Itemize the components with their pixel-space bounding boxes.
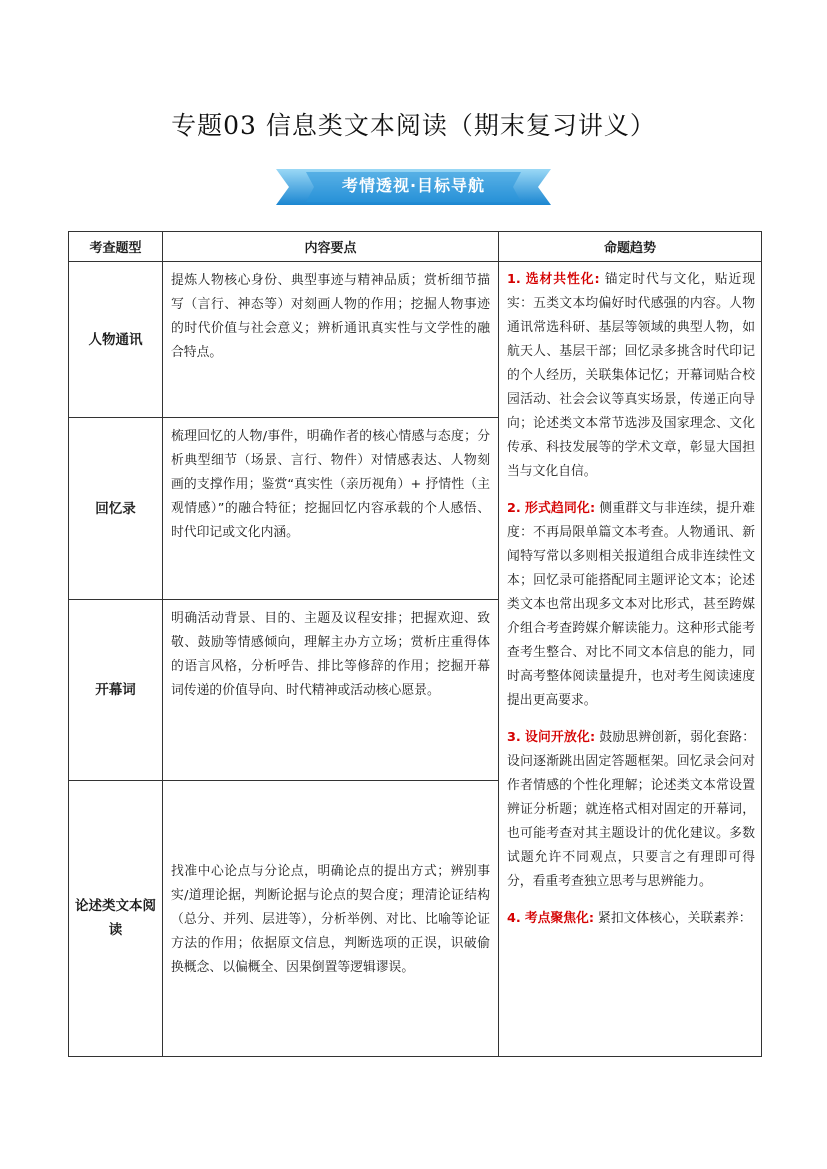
trend-cell: [499, 262, 762, 1057]
trend-keyword: 形式趋同化:: [525, 501, 596, 516]
trend-keyword: 考点聚焦化:: [524, 911, 594, 926]
row-content: 提炼人物核心身份、典型事迹与精神品质；赏析细节描写（言行、神态等）对刻画人物的作用；挖掘人物事迹的时代价值与社会意义；辨析通讯真实性与文学性的融合特点。: [163, 262, 499, 418]
trend-text: 紧扣文体核心，关联素养：: [598, 911, 752, 926]
trend-keyword: 设问开放化:: [525, 730, 596, 745]
header-type: 考查题型: [69, 232, 163, 262]
trend-text: 侧重群文与非连续，提升难度：不再局限单篇文本考查。人物通讯、新闻特写常以多则相关报道组合成非连续性文本；回忆录可能搭配同主题评论文本；论述类文本也常出现多文本对比形式，甚至跨媒介组合考查跨媒介解读能力。这种形式能考查考生整合、对比不同文本信息的能力，同时高考整体阅读量提升，也对考生阅读速度提出更高要求。: [507, 501, 755, 708]
banner-title: 考情透视·目标导航: [341, 176, 486, 195]
row-type: 开幕词: [69, 600, 163, 780]
trend-text: 鼓励思辨创新，弱化套路：设问逐渐跳出固定答题框架。回忆录会问对作者情感的个性化理解；论述类文本常设置辨证分析题；就连格式相对固定的开幕词，也可能考查对其主题设计的优化建议。多数试题允许不同观点，只要言之有理即可得分，看重考查独立思考与思辨能力。: [507, 730, 755, 889]
trend-text: 锚定时代与文化，贴近现实：五类文本均偏好时代感强的内容。人物通讯常选科研、基层等领域的典型人物，如航天人、基层干部；回忆录多挑含时代印记的个人经历，关联集体记忆；开幕词贴合校园活动、社会会议等真实场景，传递正向导向；论述类文本常节选涉及国家理念、文化传承、科技发展等的学术文章，彰显大国担当与文化自信。: [507, 272, 755, 479]
trend-number: 4.: [507, 911, 521, 926]
row-type: 论述类文本阅读: [69, 780, 163, 1056]
trend-item: [507, 907, 755, 931]
document-title: 专题03 信息类文本阅读（期末复习讲义）: [171, 111, 656, 140]
trend-number: 3.: [507, 730, 521, 745]
table-header-row: [69, 232, 762, 262]
trend-number: 2.: [507, 501, 521, 516]
row-content: 找准中心论点与分论点，明确论点的提出方式；辨别事实/道理论据，判断论据与论点的契合度；理清论证结构（总分、并列、层进等），分析举例、对比、比喻等论证方法的作用；依据原文信息，判断选项的正误，识破偷换概念、以偏概全、因果倒置等逻辑谬误。: [163, 780, 499, 1056]
section-banner: [276, 166, 551, 208]
trend-item: [507, 497, 755, 713]
header-content: 内容要点: [163, 232, 499, 262]
trend-item: [507, 726, 755, 894]
row-content: 明确活动背景、目的、主题及议程安排；把握欢迎、致敬、鼓励等情感倾向，理解主办方立场；赏析庄重得体的语言风格，分析呼告、排比等修辞的作用；挖掘开幕词传递的价值导向、时代精神或活动核心愿景。: [163, 600, 499, 780]
trend-item: [507, 268, 755, 484]
overview-table: [68, 231, 762, 1057]
row-type: 回忆录: [69, 418, 163, 600]
header-trend: 命题趋势: [499, 232, 762, 262]
trend-number: 1.: [507, 272, 521, 287]
row-type: 人物通讯: [69, 262, 163, 418]
trend-keyword: 选材共性化:: [525, 272, 600, 287]
row-content: 梳理回忆的人物/事件，明确作者的核心情感与态度；分析典型细节（场景、言行、物件）对情感表达、人物刻画的支撑作用；鉴赏“真实性（亲历视角）+ 抒情性（主观情感）”的融合特征；挖掘回忆内容承载的个人感悟、时代印记或文化内涵。: [163, 418, 499, 600]
table-row: [69, 262, 762, 418]
